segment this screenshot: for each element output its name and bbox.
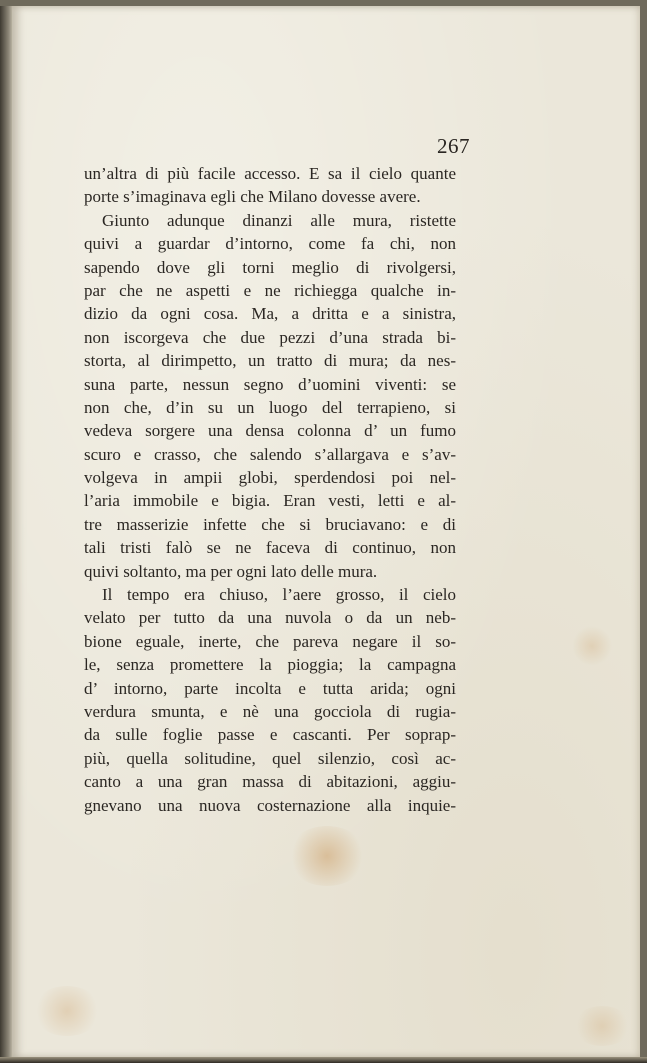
text-line: l’aria immobile e bigia. Eran vesti, letti e al-	[84, 491, 456, 511]
text-line: verdura smunta, e nè una gocciola di rugia-	[84, 701, 456, 721]
text-line: non iscorgeva che due pezzi d’una strada bi-	[84, 327, 456, 347]
text-line: par che ne aspetti e ne richiegga qualche in-	[84, 280, 456, 300]
text-line: quivi soltanto, ma per ogni lato delle mura.	[84, 561, 378, 581]
text-line: canto a una gran massa di abitazioni, aggiu-	[84, 772, 456, 792]
paper-stain	[32, 986, 102, 1036]
text-line: vedeva sorgere una densa colonna d’ un fumo	[84, 421, 456, 441]
text-line: d’ intorno, parte incolta e tutta arida; ogni	[84, 678, 456, 698]
text-line: Giunto adunque dinanzi alle mura, ristette	[102, 210, 456, 230]
text-line: quivi a guardar d’intorno, come fa chi, non	[84, 234, 456, 254]
text-line: volgeva in ampii globi, sperdendosi poi nel-	[84, 468, 456, 488]
text-line: gnevano una nuova costernazione alla inquie-	[84, 795, 456, 815]
paper-stain	[572, 1006, 632, 1046]
text-line: bione eguale, inerte, che pareva negare il so-	[84, 631, 456, 651]
text-line: Il tempo era chiuso, l’aere grosso, il cielo	[102, 585, 456, 605]
text-line: porte s’imaginava egli che Milano dovesse avere.	[84, 187, 421, 207]
paper-stain	[287, 826, 367, 886]
text-line: scuro e crasso, che salendo s’allargava e s’av-	[84, 444, 456, 464]
text-line: un’altra di più facile accesso. E sa il cielo quante	[84, 164, 456, 183]
text-line: suna parte, nessun segno d’uomini viventi: se	[84, 374, 456, 394]
text-line: dizio da ogni cosa. Ma, a dritta e a sinistra,	[84, 304, 456, 324]
text-line: sapendo dove gli torni meglio di rivolgersi,	[84, 257, 456, 277]
text-line: le, senza promettere la pioggia; la campagna	[84, 655, 456, 675]
text-line: più, quella solitudine, quel silenzio, così ac-	[84, 748, 456, 768]
text-line: non che, d’in su un luogo del terrapieno, si	[84, 397, 456, 417]
body-text	[84, 162, 456, 817]
page-number: 267	[437, 134, 470, 158]
text-line: tre masserizie infette che si bruciavano: e di	[84, 514, 456, 534]
paper-stain	[572, 626, 612, 666]
text-line: tali tristi falò se ne faceva di continuo, non	[84, 538, 456, 558]
page-bottom-edge	[0, 1057, 647, 1063]
text-line: velato per tutto da una nuvola o da un neb-	[84, 608, 456, 628]
text-line: storta, al dirimpetto, un tratto di mura; da nes-	[84, 351, 456, 371]
text-line: da sulle foglie passe e cascanti. Per soprap-	[84, 725, 456, 745]
